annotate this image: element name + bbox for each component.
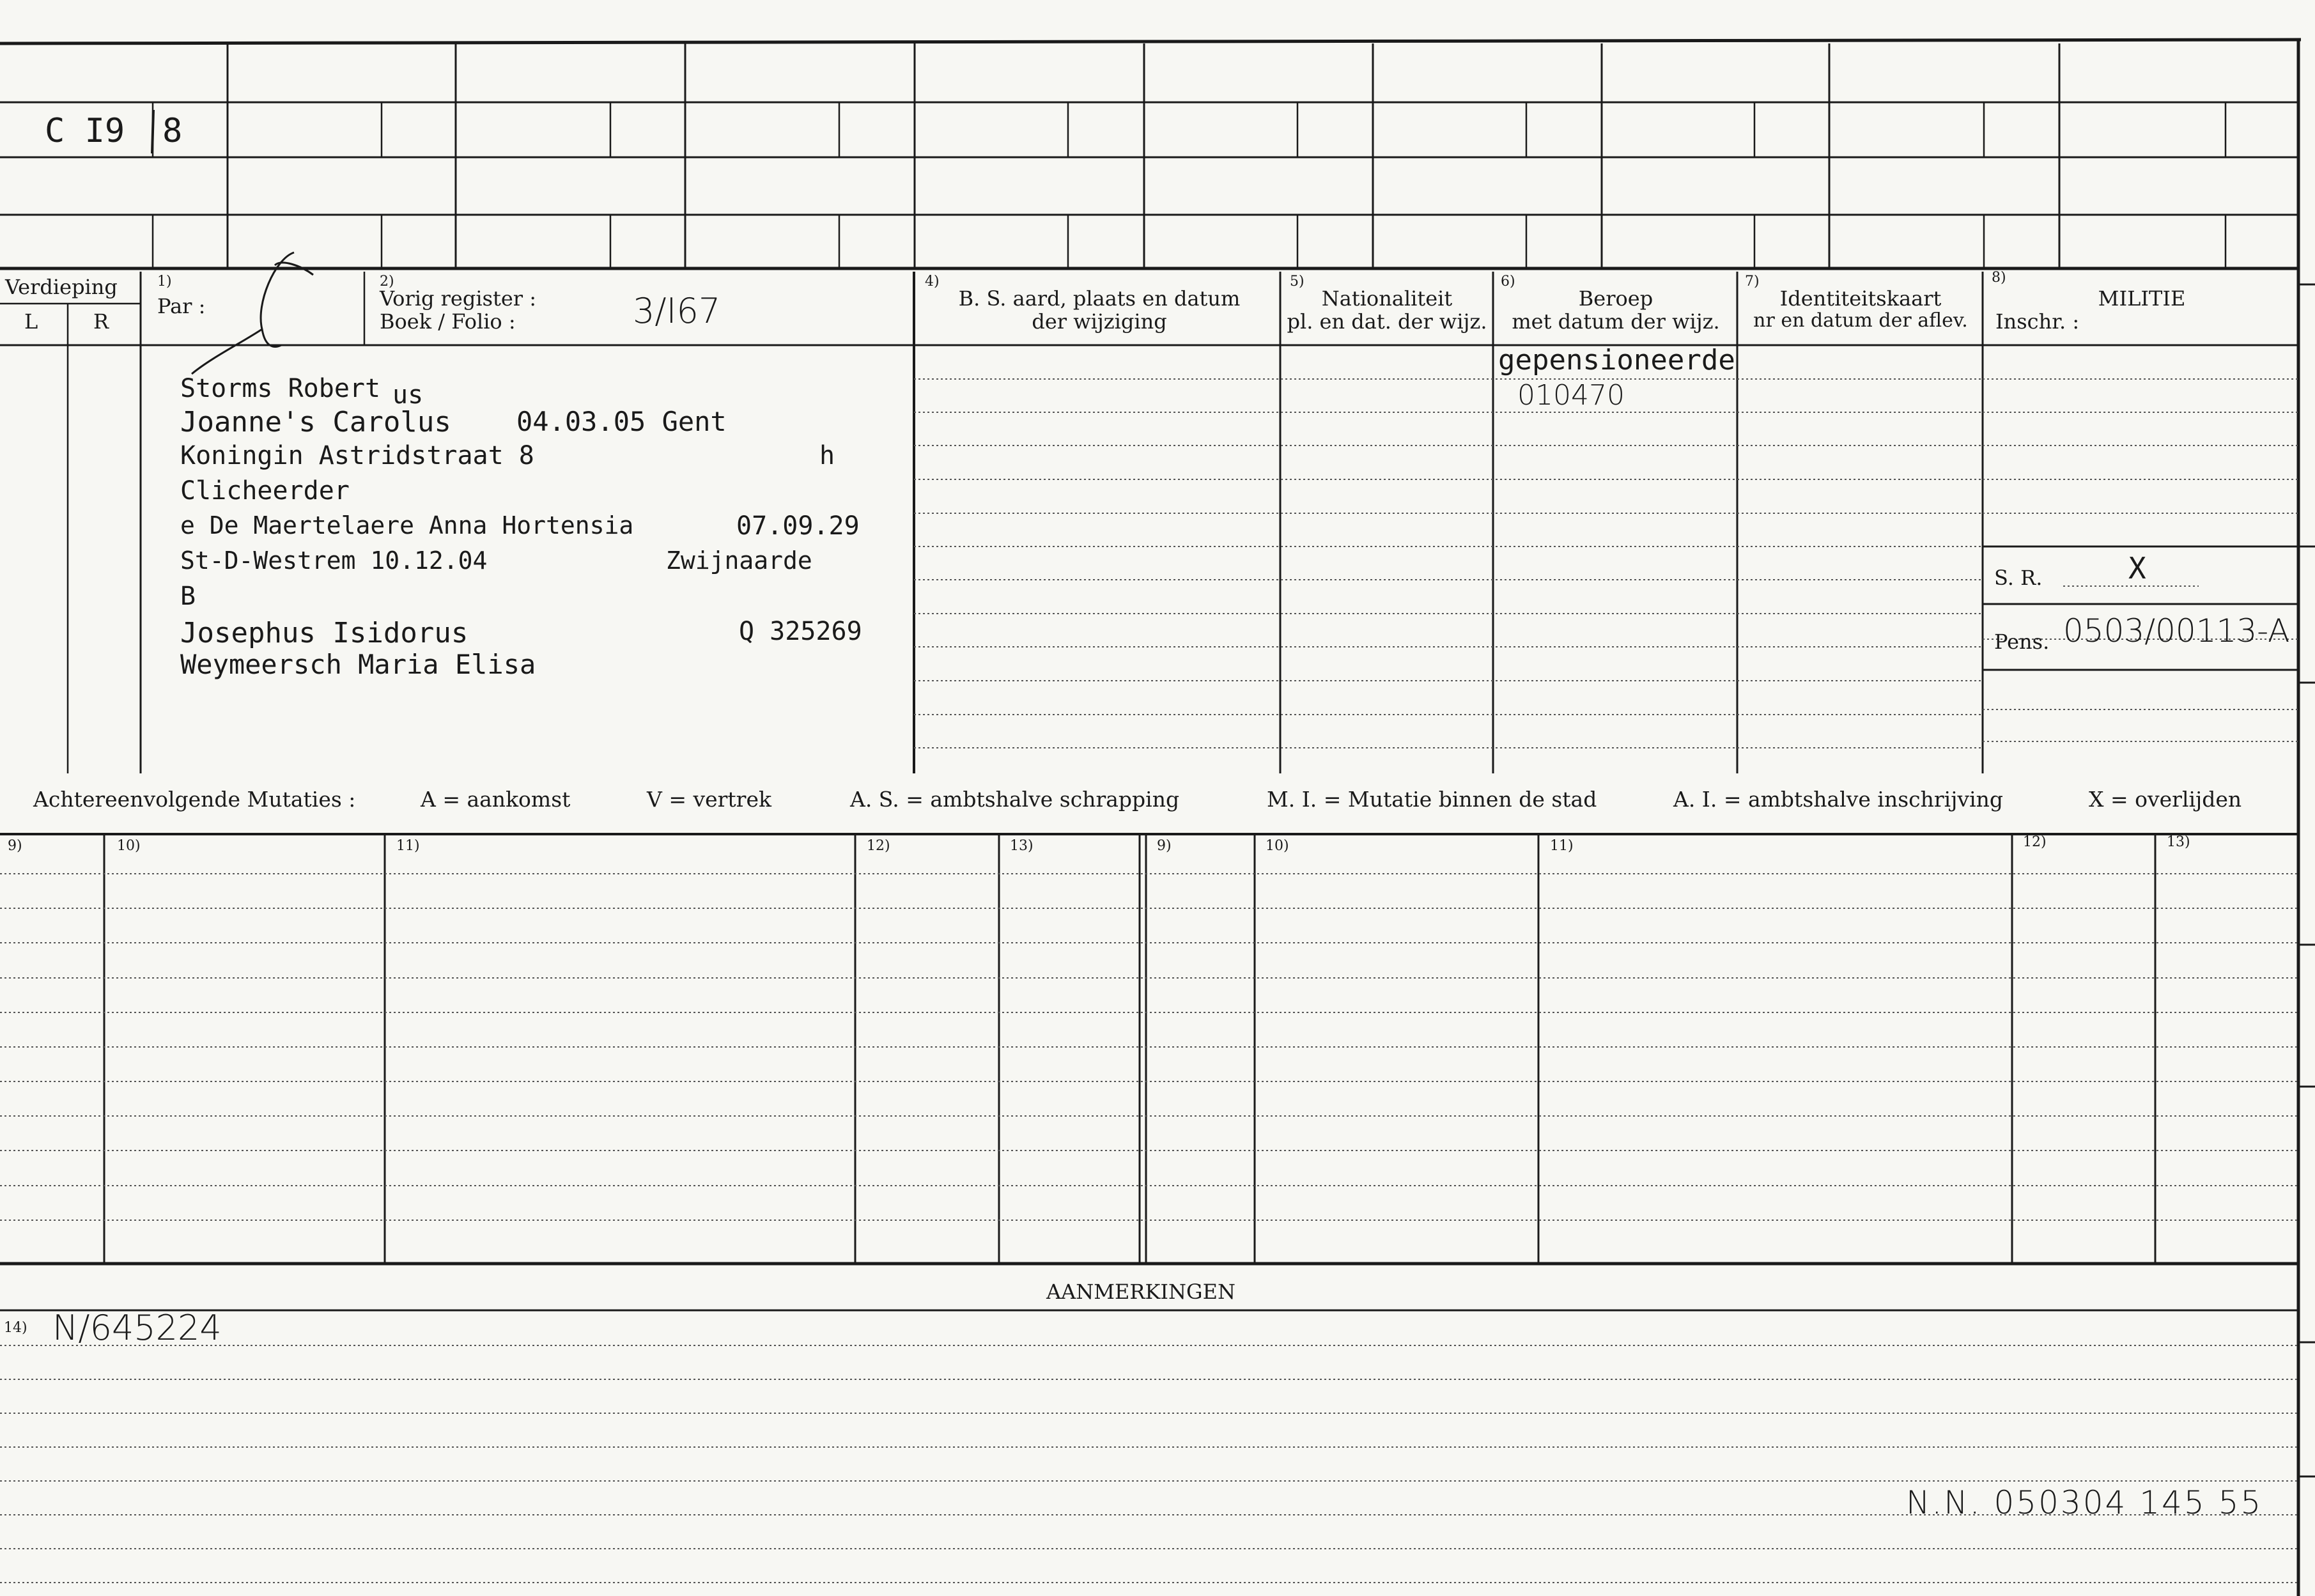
person-birthdate-place: 04.03.05 Gent xyxy=(516,406,727,437)
person-marriage-date: 07.09.29 xyxy=(736,511,860,541)
bs-header-line1: B. S. aard, plaats en datum xyxy=(958,286,1241,311)
boek-folio-value: 3/I67 xyxy=(633,291,721,331)
legend-mutatie-binnen-stad: M. I. = Mutatie binnen de stad xyxy=(1267,787,1597,812)
beroep-occupation: gepensioneerde xyxy=(1498,344,1735,376)
person-spouse: e De Maertelaere Anna Hortensia xyxy=(180,511,634,539)
militie-sr-value: X xyxy=(2128,551,2146,585)
person-surname: Storms Robert xyxy=(180,374,381,403)
militie-pens-label: Pens. xyxy=(1994,630,2050,654)
id-header-line1: Identiteitskaart xyxy=(1779,286,1942,311)
mutation-col-12b: 12) xyxy=(2023,834,2047,850)
legend-overlijden: X = overlijden xyxy=(2089,787,2242,812)
id-header-line2: nr en datum der aflev. xyxy=(1753,309,1968,332)
person-spouse-birth: St-D-Westrem 10.12.04 xyxy=(180,546,488,575)
militie-number: 8) xyxy=(1992,270,2006,286)
par-number: 1) xyxy=(157,274,172,290)
beroep-header-line1: Beroep xyxy=(1578,286,1653,311)
bs-header-line2: der wijziging xyxy=(1032,309,1167,334)
mutation-col-12: 12) xyxy=(867,838,890,854)
militie-sr-label: S. R. xyxy=(1994,566,2043,590)
beroep-number: 6) xyxy=(1501,274,1515,290)
legend-vertrek: V = vertrek xyxy=(647,787,771,812)
person-surname-suffix: us xyxy=(392,380,424,410)
mutation-col-13: 13) xyxy=(1010,838,1034,854)
militie-title: MILITIE xyxy=(2098,286,2186,311)
militie-inschr-label: Inschr. : xyxy=(1995,309,2080,334)
legend-ambtshalve-inschrijving: A. I. = ambtshalve inschrijving xyxy=(1673,787,2004,812)
par-label: Par : xyxy=(157,294,206,318)
person-marker-b: B xyxy=(180,582,196,611)
mutation-col-10: 10) xyxy=(117,838,141,854)
person-code: Q 325269 xyxy=(739,617,862,646)
vorig-register-label: Vorig register : xyxy=(380,286,537,311)
mutation-col-10b: 10) xyxy=(1266,838,1289,854)
vorig-number: 2) xyxy=(380,274,394,290)
code-value: C I9 xyxy=(45,112,125,150)
verdieping-left-label: L xyxy=(24,309,38,334)
person-father: Josephus Isidorus xyxy=(180,617,468,649)
nat-header-line2: pl. en dat. der wijz. xyxy=(1287,309,1487,334)
person-spouse-birthplace: Zwijnaarde xyxy=(666,546,812,575)
legend-ambtshalve-schrapping: A. S. = ambtshalve schrapping xyxy=(850,787,1180,812)
person-occupation: Clicheerder xyxy=(180,476,350,506)
verdieping-right-label: R xyxy=(93,309,109,334)
person-mother: Weymeersch Maria Elisa xyxy=(180,649,536,680)
remarks-national-number: N.N. 050304 145 55 xyxy=(1906,1484,2263,1521)
remarks-value: N/645224 xyxy=(52,1308,222,1348)
verdieping-label: Verdieping xyxy=(5,275,118,299)
person-firstnames: Joanne's Carolus xyxy=(180,406,451,438)
mutation-col-11b: 11) xyxy=(1550,838,1574,854)
beroep-header-line2: met datum der wijz. xyxy=(1512,309,1720,334)
boek-folio-label: Boek / Folio : xyxy=(380,309,516,334)
person-address-flag: h xyxy=(819,441,835,470)
remarks-number: 14) xyxy=(4,1320,27,1336)
nat-number: 5) xyxy=(1290,274,1305,290)
remarks-title: AANMERKINGEN xyxy=(1046,1280,1235,1304)
mutations-legend-title: Achtereenvolgende Mutaties : xyxy=(33,787,356,812)
mutation-col-9b: 9) xyxy=(1157,838,1172,854)
person-block xyxy=(180,374,909,693)
id-number: 7) xyxy=(1745,274,1760,290)
militie-pens-value: 0503/00113-A xyxy=(2063,612,2290,649)
person-address: Koningin Astridstraat 8 xyxy=(180,441,534,470)
mutation-col-9: 9) xyxy=(8,838,22,854)
beroep-date: 010470 xyxy=(1517,379,1625,412)
mutation-col-11: 11) xyxy=(396,838,420,854)
nat-header-line1: Nationaliteit xyxy=(1321,286,1453,311)
bs-number: 4) xyxy=(925,274,940,290)
mutation-col-13b: 13) xyxy=(2167,834,2190,850)
legend-aankomst: A = aankomst xyxy=(421,787,571,812)
code-digit: 8 xyxy=(162,112,183,150)
